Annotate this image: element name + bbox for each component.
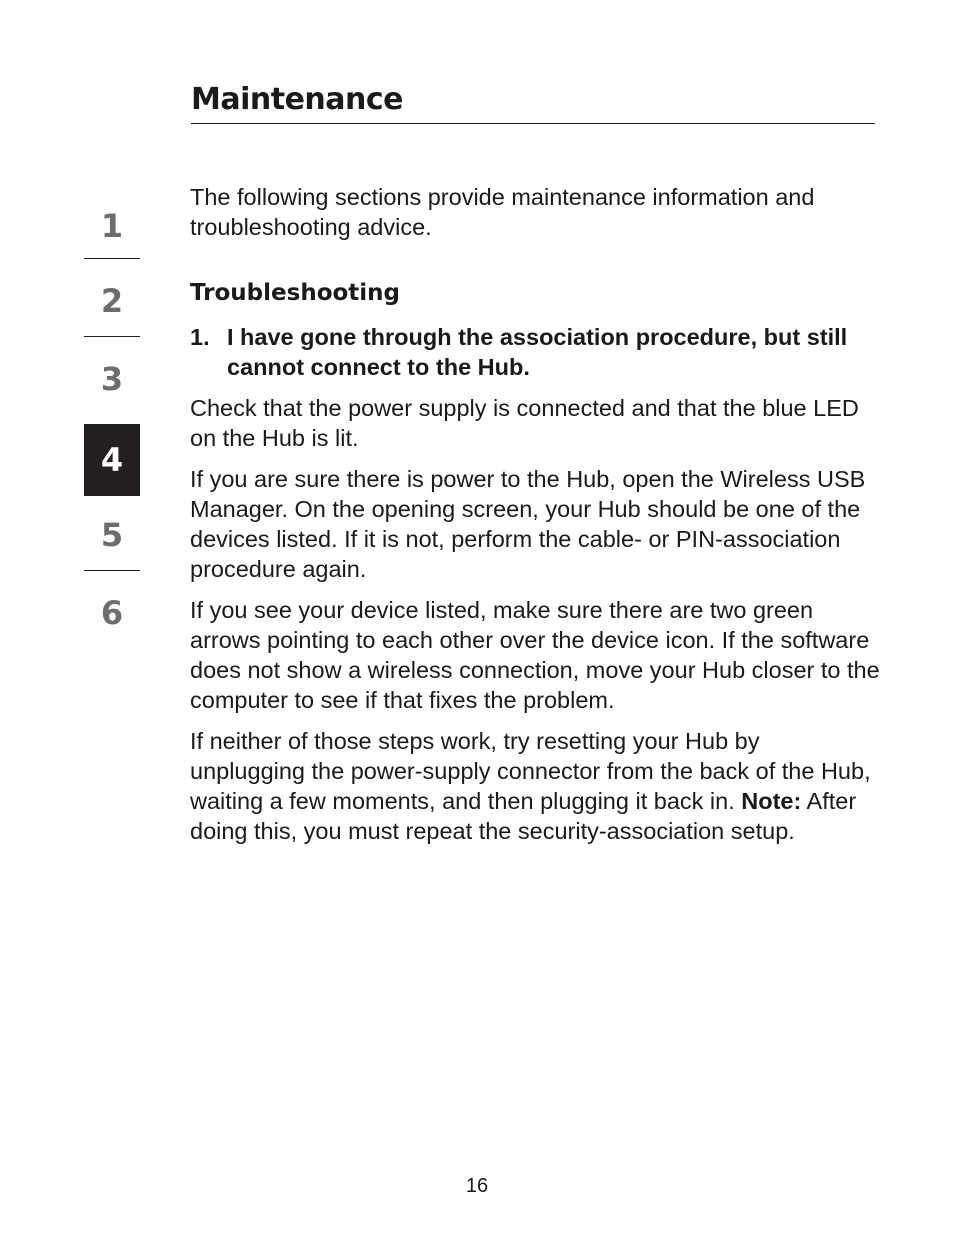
tab-divider [84,258,140,259]
chapter-tab-1[interactable]: 1 [100,207,124,245]
main-content [190,182,880,857]
body-paragraph: If you are sure there is power to the Hub, open the Wireless USB Manager. On the opening screen, your Hub should be one of the devices listed. If it is not, perform the cable- or PIN-association procedure again. [190,466,866,582]
body-paragraph: Check that the power supply is connected and that the blue LED on the Hub is lit. [190,395,859,451]
reset-paragraph [190,726,880,846]
page-number: 16 [465,1175,489,1197]
title-rule [191,123,875,124]
reset-text: If neither of those steps work, try resetting your Hub by unplugging the power-supply connector from the back of the Hub, waiting a few moments, and then plugging it back in. [190,728,871,814]
chapter-tab-2[interactable]: 2 [100,282,124,320]
tab-divider [84,570,140,571]
section-heading: Troubleshooting [190,280,401,306]
note-label: Note: [741,788,802,814]
chapter-tab-4-active[interactable]: 4 [84,424,140,496]
page-title: Maintenance [191,82,404,117]
intro-paragraph: The following sections provide maintenance information and troubleshooting advice. [190,184,815,240]
question-text: I have gone through the association procedure, but still cannot connect to the Hub. [227,324,848,380]
question-item [190,322,880,382]
chapter-tab-3[interactable]: 3 [100,360,124,398]
question-number: 1. [190,324,210,350]
chapter-tab-6[interactable]: 6 [100,594,124,632]
note-text: After doing this, you must repeat the security-association setup. [190,788,857,844]
chapter-tab-5[interactable]: 5 [100,516,124,554]
tab-divider [84,336,140,337]
body-paragraph: If you see your device listed, make sure there are two green arrows pointing to each other over the device icon. If the software does not show a wireless connection, move your Hub closer to the computer to see if that fixes the problem. [190,597,880,713]
